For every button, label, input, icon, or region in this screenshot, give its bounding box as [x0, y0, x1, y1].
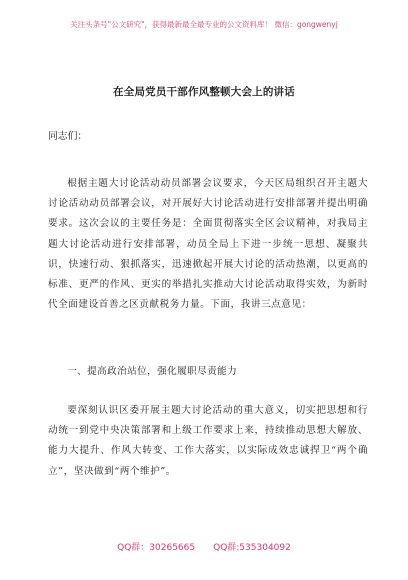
section-heading-1: 一、提高政治站位，强化履职尽责能力: [67, 366, 238, 377]
footer-contact: [0, 540, 408, 553]
footer-qq-group-2: QQ群:535304092: [213, 543, 291, 553]
body-paragraph-1: 根据主题大讨论活动动员部署会议要求，今天区局组织召开主题大讨论活动动员部署会议，对开展好大讨论活动进行安排部署并提出明确要求。这次会议的主要任务是：全面贯彻落实全区会议精神，对我局主题大讨论活动进行安排部署，动员全局上下进一步统一思想、凝聚共识，快速行动、狠抓落实，迅速掀起开展大讨论的活动热潮，以更高的标准、更严的作风、更实的举措扎实推动大讨论活动取得实效，为新时代全面建设首善之区贡献税务力量。下面，我讲三点意见：: [48, 178, 368, 311]
header-watermark-note: 关注头条号"公文研究"，获得最新最全最专业的公文资料库！ 微信：gongwenyj: [70, 20, 338, 29]
body-paragraph-2: 要深刻认识区委开展主题大讨论活动的重大意义，切实把思想和行动统一到党中央决策部署和上级工作要求上来，持续推动思想大解放、能力大提升、作风大转变、工作大落实，以实际成效忠诚捍卫“两个确立”，坚决做到“两个维护”。: [48, 405, 368, 477]
footer-qq-group-1: QQ群：30265665: [117, 543, 196, 553]
document-title: 在全局党员干部作风整顿大会上的讲话: [113, 86, 295, 98]
salutation: 同志们：: [48, 131, 88, 142]
